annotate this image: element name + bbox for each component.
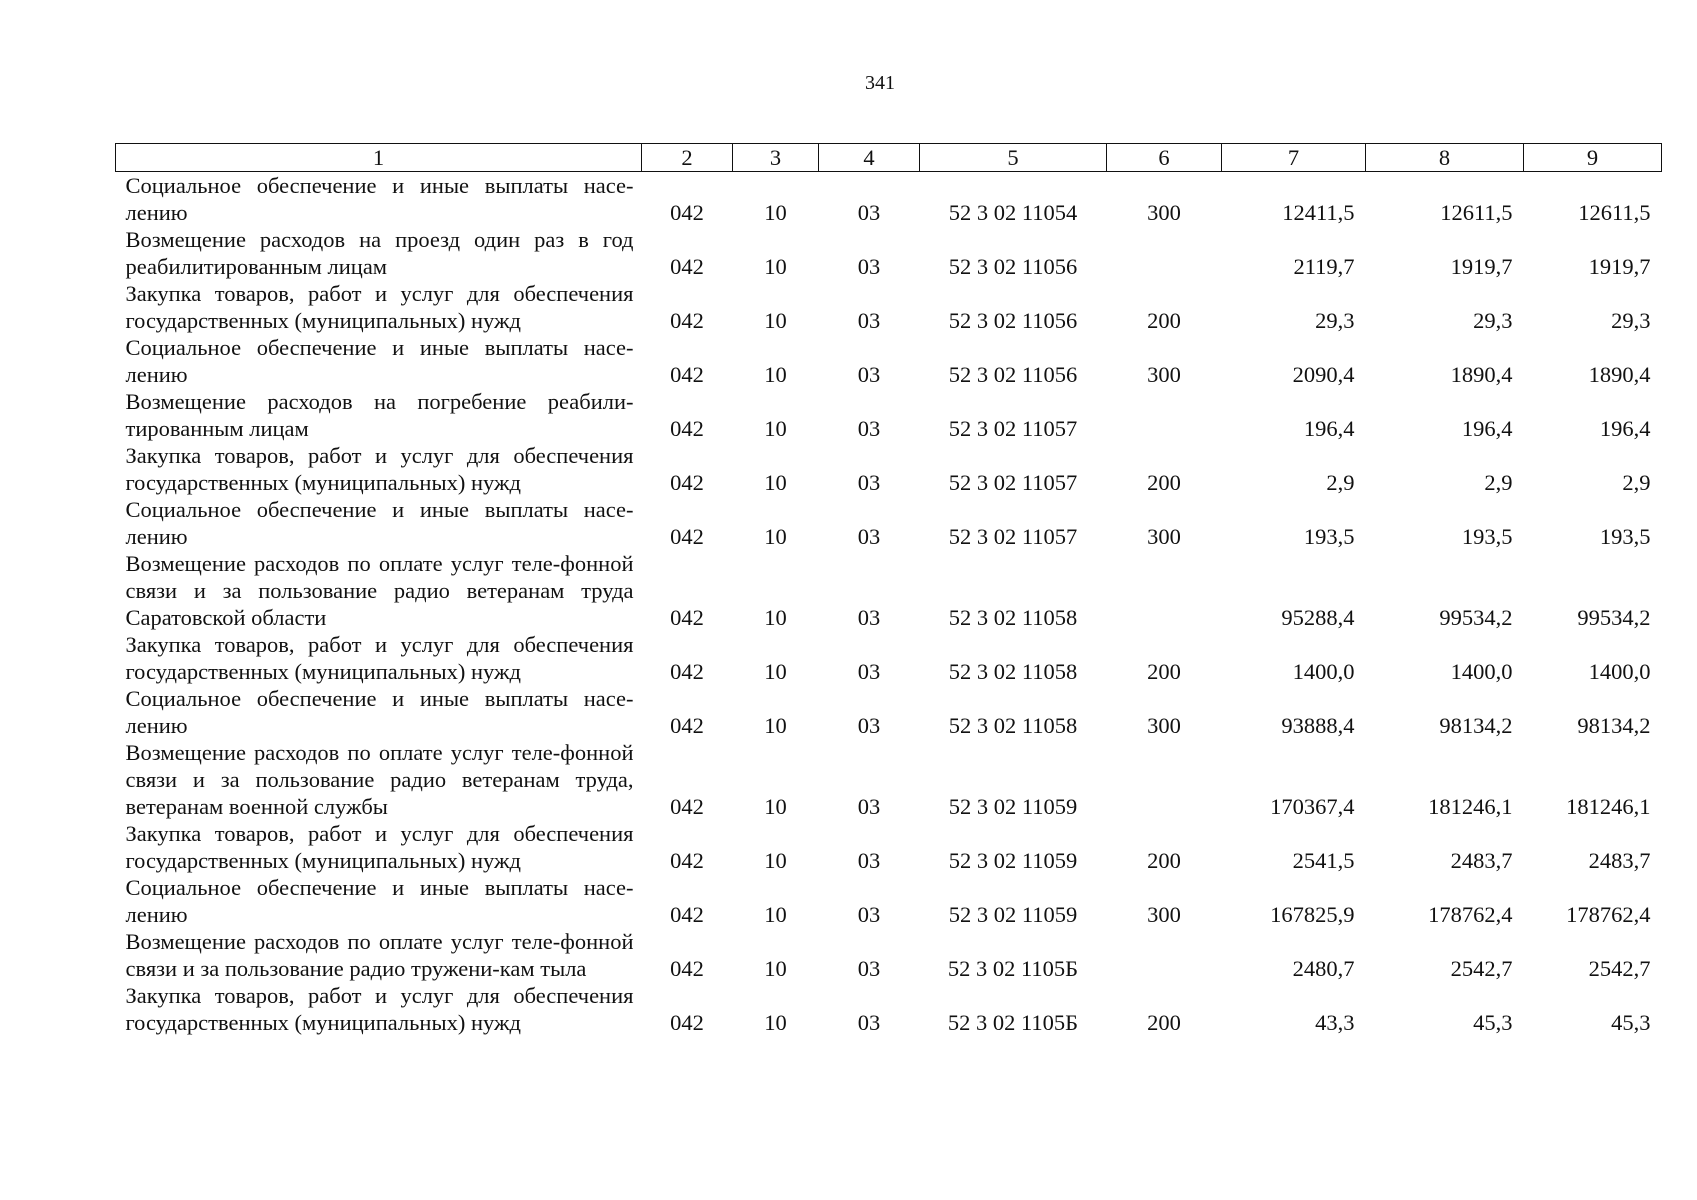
subsection-code: 03 [857, 1010, 881, 1035]
ministry-code: 042 [670, 470, 704, 495]
amount-col-7: 2090,4 [1292, 362, 1355, 387]
row-description: Закупка товаров, работ и услуг для обеспечения государственных (муниципальных) нужд [125, 632, 634, 684]
amount-col-8: 2483,7 [1450, 848, 1513, 873]
subsection-code: 03 [857, 605, 881, 630]
amount-col-8: 29,3 [1473, 308, 1513, 333]
target-article-code: 52 3 02 11057 [948, 524, 1078, 549]
column-header: 9 [1524, 144, 1662, 172]
table-row [116, 226, 1662, 280]
target-article-code: 52 3 02 11059 [948, 794, 1078, 819]
table-row [116, 874, 1662, 928]
ministry-code: 042 [670, 794, 704, 819]
target-article-code: 52 3 02 11057 [948, 416, 1078, 441]
row-description: Закупка товаров, работ и услуг для обеспечения государственных (муниципальных) нужд [125, 983, 634, 1035]
amount-col-9: 98134,2 [1577, 713, 1651, 738]
amount-col-9: 196,4 [1599, 416, 1651, 441]
section-code: 10 [764, 524, 787, 549]
table-row [116, 739, 1662, 820]
amount-col-9: 99534,2 [1577, 605, 1651, 630]
section-code: 10 [764, 1010, 787, 1035]
row-description: Возмещение расходов по оплате услуг теле-фонной связи и за пользование радио ветеранам труда Саратовской области [125, 551, 634, 630]
row-description: Возмещение расходов по оплате услуг теле-фонной связи и за пользование радио тружени-кам тыла [125, 929, 634, 981]
target-article-code: 52 3 02 1105Б [947, 1010, 1079, 1035]
amount-col-7: 95288,4 [1281, 605, 1355, 630]
amount-col-7: 167825,9 [1270, 902, 1355, 927]
section-code: 10 [764, 659, 787, 684]
row-description: Закупка товаров, работ и услуг для обеспечения государственных (муниципальных) нужд [125, 443, 634, 495]
amount-col-9: 12611,5 [1578, 200, 1651, 225]
subsection-code: 03 [857, 200, 881, 225]
section-code: 10 [764, 848, 787, 873]
column-header: 6 [1107, 144, 1222, 172]
subsection-code: 03 [857, 713, 881, 738]
target-article-code: 52 3 02 11059 [948, 848, 1078, 873]
amount-col-8: 99534,2 [1439, 605, 1513, 630]
ministry-code: 042 [670, 659, 704, 684]
column-header: 1 [116, 144, 642, 172]
budget-table [115, 143, 1662, 1036]
ministry-code: 042 [670, 605, 704, 630]
amount-col-8: 2542,7 [1450, 956, 1513, 981]
amount-col-8: 2,9 [1484, 470, 1513, 495]
subsection-code: 03 [857, 659, 881, 684]
amount-col-9: 1400,0 [1588, 659, 1651, 684]
subsection-code: 03 [857, 794, 881, 819]
column-header: 8 [1366, 144, 1524, 172]
section-code: 10 [764, 605, 787, 630]
amount-col-9: 2542,7 [1588, 956, 1651, 981]
ministry-code: 042 [670, 200, 704, 225]
expense-type-code: 300 [1147, 200, 1181, 225]
subsection-code: 03 [857, 956, 881, 981]
amount-col-7: 43,3 [1315, 1010, 1355, 1035]
subsection-code: 03 [857, 470, 881, 495]
section-code: 10 [764, 416, 787, 441]
row-description: Закупка товаров, работ и услуг для обеспечения государственных (муниципальных) нужд [125, 821, 634, 873]
subsection-code: 03 [857, 848, 881, 873]
subsection-code: 03 [857, 524, 881, 549]
target-article-code: 52 3 02 11057 [948, 470, 1078, 495]
target-article-code: 52 3 02 1105Б [947, 956, 1079, 981]
table-row [116, 685, 1662, 739]
amount-col-9: 2,9 [1622, 470, 1651, 495]
expense-type-code: 200 [1147, 308, 1181, 333]
row-description: Закупка товаров, работ и услуг для обеспечения государственных (муниципальных) нужд [125, 281, 634, 333]
target-article-code: 52 3 02 11056 [948, 254, 1078, 279]
table-row [116, 982, 1662, 1036]
expense-type-code: 300 [1147, 362, 1181, 387]
amount-col-7: 2119,7 [1293, 254, 1355, 279]
table-row [116, 631, 1662, 685]
table-row [116, 442, 1662, 496]
section-code: 10 [764, 902, 787, 927]
target-article-code: 52 3 02 11058 [948, 659, 1078, 684]
ministry-code: 042 [670, 902, 704, 927]
amount-col-9: 181246,1 [1566, 794, 1651, 819]
amount-col-8: 1890,4 [1450, 362, 1513, 387]
section-code: 10 [764, 713, 787, 738]
amount-col-7: 170367,4 [1270, 794, 1355, 819]
amount-col-9: 178762,4 [1566, 902, 1651, 927]
ministry-code: 042 [670, 524, 704, 549]
ministry-code: 042 [670, 308, 704, 333]
amount-col-9: 193,5 [1599, 524, 1651, 549]
subsection-code: 03 [857, 362, 881, 387]
section-code: 10 [764, 470, 787, 495]
table-row [116, 928, 1662, 982]
column-header: 3 [733, 144, 819, 172]
target-article-code: 52 3 02 11054 [948, 200, 1078, 225]
expense-type-code: 200 [1147, 470, 1181, 495]
ministry-code: 042 [670, 848, 704, 873]
amount-col-7: 2480,7 [1292, 956, 1355, 981]
ministry-code: 042 [670, 416, 704, 441]
section-code: 10 [764, 362, 787, 387]
amount-col-8: 193,5 [1461, 524, 1513, 549]
column-header: 5 [920, 144, 1107, 172]
row-description: Социальное обеспечение и иные выплаты насе-лению [125, 686, 634, 738]
ministry-code: 042 [670, 713, 704, 738]
amount-col-8: 178762,4 [1428, 902, 1513, 927]
expense-type-code: 300 [1147, 524, 1181, 549]
amount-col-7: 93888,4 [1281, 713, 1355, 738]
amount-col-7: 2541,5 [1292, 848, 1355, 873]
expense-type-code: 200 [1147, 659, 1181, 684]
ministry-code: 042 [670, 254, 704, 279]
target-article-code: 52 3 02 11058 [948, 713, 1078, 738]
amount-col-8: 181246,1 [1428, 794, 1513, 819]
subsection-code: 03 [857, 902, 881, 927]
amount-col-7: 196,4 [1303, 416, 1355, 441]
target-article-code: 52 3 02 11056 [948, 362, 1078, 387]
target-article-code: 52 3 02 11058 [948, 605, 1078, 630]
amount-col-9: 1890,4 [1588, 362, 1651, 387]
section-code: 10 [764, 308, 787, 333]
table-row [116, 550, 1662, 631]
table-row [116, 280, 1662, 334]
ministry-code: 042 [670, 362, 704, 387]
amount-col-7: 193,5 [1303, 524, 1355, 549]
amount-col-8: 12611,5 [1440, 200, 1513, 225]
column-header: 4 [819, 144, 920, 172]
row-description: Возмещение расходов на проезд один раз в год реабилитированным лицам [125, 227, 634, 279]
ministry-code: 042 [670, 1010, 704, 1035]
row-description: Социальное обеспечение и иные выплаты насе-лению [125, 335, 634, 387]
expense-type-code [1107, 226, 1222, 280]
table-row [116, 388, 1662, 442]
page-number: 341 [865, 72, 895, 94]
table-body [116, 172, 1662, 1037]
section-code: 10 [764, 794, 787, 819]
expense-type-code [1107, 388, 1222, 442]
column-header: 7 [1222, 144, 1366, 172]
row-description: Социальное обеспечение и иные выплаты насе-лению [125, 497, 634, 549]
column-number-row [116, 144, 1662, 172]
amount-col-7: 1400,0 [1292, 659, 1355, 684]
table-row [116, 496, 1662, 550]
ministry-code: 042 [670, 956, 704, 981]
subsection-code: 03 [857, 308, 881, 333]
subsection-code: 03 [857, 254, 881, 279]
amount-col-8: 98134,2 [1439, 713, 1513, 738]
expense-type-code: 300 [1147, 902, 1181, 927]
row-description: Возмещение расходов по оплате услуг теле-фонной связи и за пользование радио ветеранам труда, ветеранам военной службы [125, 740, 634, 819]
target-article-code: 52 3 02 11059 [948, 902, 1078, 927]
column-header: 2 [642, 144, 733, 172]
subsection-code: 03 [857, 416, 881, 441]
section-code: 10 [764, 254, 787, 279]
amount-col-9: 29,3 [1611, 308, 1651, 333]
table-row [116, 820, 1662, 874]
expense-type-code: 300 [1147, 713, 1181, 738]
amount-col-9: 2483,7 [1588, 848, 1651, 873]
row-description: Социальное обеспечение и иные выплаты насе-лению [125, 875, 634, 927]
expense-type-code: 200 [1147, 848, 1181, 873]
amount-col-7: 29,3 [1315, 308, 1355, 333]
amount-col-8: 196,4 [1461, 416, 1513, 441]
amount-col-8: 1400,0 [1450, 659, 1513, 684]
section-code: 10 [764, 956, 787, 981]
target-article-code: 52 3 02 11056 [948, 308, 1078, 333]
amount-col-9: 1919,7 [1588, 254, 1651, 279]
amount-col-9: 45,3 [1611, 1010, 1651, 1035]
amount-col-7: 2,9 [1326, 470, 1355, 495]
amount-col-7: 12411,5 [1282, 200, 1355, 225]
amount-col-8: 1919,7 [1450, 254, 1513, 279]
expense-type-code [1107, 739, 1222, 820]
expense-type-code: 200 [1147, 1010, 1181, 1035]
table-row [116, 334, 1662, 388]
row-description: Социальное обеспечение и иные выплаты насе-лению [125, 173, 634, 225]
table-row [116, 172, 1662, 227]
section-code: 10 [764, 200, 787, 225]
expense-type-code [1107, 550, 1222, 631]
amount-col-8: 45,3 [1473, 1010, 1513, 1035]
expense-type-code [1107, 928, 1222, 982]
row-description: Возмещение расходов на погребение реабили-тированным лицам [125, 389, 634, 441]
